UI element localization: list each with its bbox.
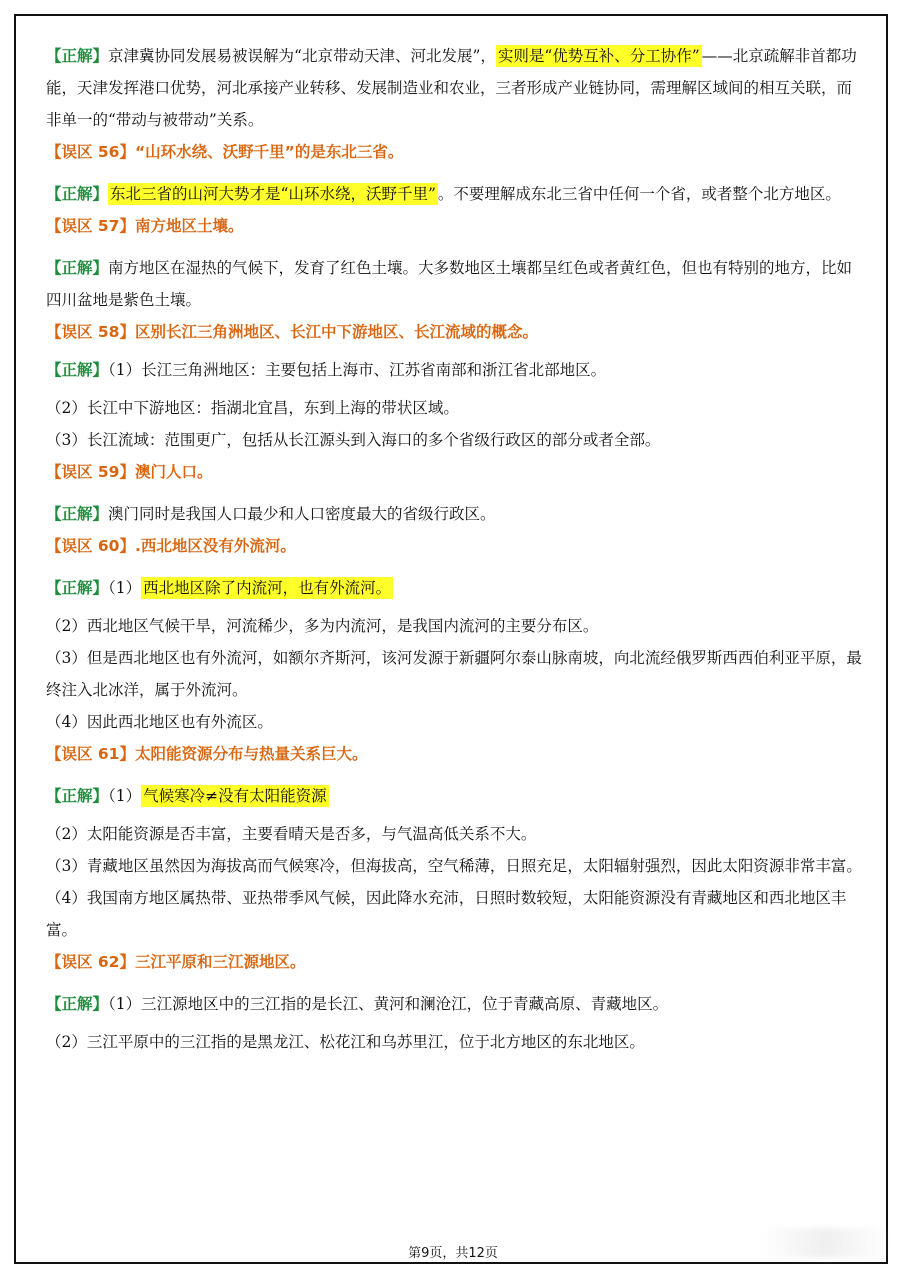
answer-61-1 xyxy=(46,780,866,812)
answer-60-2: （2）西北地区气候干旱，河流稀少，多为内流河，是我国内流河的主要分布区。 xyxy=(46,617,599,635)
misconception-title-59: 【误区 59】澳门人口。 xyxy=(46,463,213,481)
answer-text: 京津冀协同发展易被误解为“北京带动天津、河北发展”， xyxy=(108,47,496,65)
answer-60-3: （3）但是西北地区也有外流河，如额尔齐斯河，该河发源于新疆阿尔泰山脉南坡，向北流经俄罗斯西西伯利亚平原，最终注入北冰洋，属于外流河。 xyxy=(46,649,862,699)
answer-59 xyxy=(46,498,866,530)
highlighted-text: 东北三省的山河大势才是“山环水绕，沃野千里” xyxy=(110,185,436,203)
answer-label: 【正解】 xyxy=(46,361,109,379)
answer-text: （1）三江源地区中的三江指的是长江、黄河和澜沧江，位于青藏高原、青藏地区。 xyxy=(108,995,669,1013)
answer-60-1 xyxy=(46,572,866,604)
answer-text: （1）长江三角洲地区：主要包括上海市、江苏省南部和浙江省北部地区。 xyxy=(108,361,607,379)
answer-label: 【正解】 xyxy=(46,47,109,65)
answer-label: 【正解】 xyxy=(46,185,109,203)
answer-number: （1） xyxy=(108,787,142,805)
answer-57 xyxy=(46,252,866,316)
answer-label: 【正解】 xyxy=(46,259,109,277)
misconception-title-60: 【误区 60】.西北地区没有外流河。 xyxy=(46,537,296,555)
answer-58-2: （2）长江中下游地区：指湖北宜昌，东到上海的带状区域。 xyxy=(46,399,459,417)
answer-58-1 xyxy=(46,354,866,386)
answer-number: （1） xyxy=(108,579,142,597)
answer-61-4: （4）我国南方地区属热带、亚热带季风气候，因此降水充沛，日照时数较短，太阳能资源没有青藏地区和西北地区丰富。 xyxy=(46,889,847,939)
answer-58-3: （3）长江流域：范围更广，包括从长江源头到入海口的多个省级行政区的部分或者全部。 xyxy=(46,431,661,449)
highlighted-text: 实则是“优势互补、分工协作” xyxy=(497,47,700,65)
answer-text: ——北京疏解非首都功能，天津发挥港口优势，河北承接产业转移、发展制造业和农业，三者形成产业链协同，需理解区域间的相互关联，而非单一的“带动与被带动”关系。 xyxy=(46,47,857,129)
misconception-title-57: 【误区 57】南方地区土壤。 xyxy=(46,217,244,235)
highlighted-text: 西北地区除了内流河，也有外流河。 xyxy=(143,579,392,597)
answer-label: 【正解】 xyxy=(46,505,109,523)
misconception-title-61: 【误区 61】太阳能资源分布与热量关系巨大。 xyxy=(46,745,368,763)
answer-text: 。不要理解成东北三省中任何一个省，或者整个北方地区。 xyxy=(437,185,841,203)
answer-61-3: （3）青藏地区虽然因为海拔高而气候寒冷，但海拔高，空气稀薄，日照充足，太阳辐射强烈，因此太阳资源非常丰富。 xyxy=(46,857,862,875)
document-body xyxy=(46,40,866,1058)
answer-label: 【正解】 xyxy=(46,995,109,1013)
answer-text: 南方地区在湿热的气候下，发育了红色土壤。大多数地区土壤都呈红色或者黄红色，但也有特别的地方，比如四川盆地是紫色土壤。 xyxy=(46,259,853,309)
answer-text: 澳门同时是我国人口最少和人口密度最大的省级行政区。 xyxy=(108,505,496,523)
misconception-title-62: 【误区 62】三江平原和三江源地区。 xyxy=(46,953,306,971)
misconception-title-56: 【误区 56】“山环水绕、沃野千里”的是东北三省。 xyxy=(46,143,404,161)
answer-label: 【正解】 xyxy=(46,579,109,597)
answer-61-2: （2）太阳能资源是否丰富，主要看晴天是否多，与气温高低关系不大。 xyxy=(46,825,537,843)
highlighted-text: 气候寒冷≠没有太阳能资源 xyxy=(143,787,327,805)
answer-62-1 xyxy=(46,988,866,1020)
answer-55 xyxy=(46,40,866,136)
page-footer: 第9页，共12页 xyxy=(408,1246,498,1261)
answer-60-4: （4）因此西北地区也有外流区。 xyxy=(46,713,273,731)
answer-label: 【正解】 xyxy=(46,787,109,805)
answer-62-2: （2）三江平原中的三江指的是黑龙江、松花江和乌苏里江，位于北方地区的东北地区。 xyxy=(46,1033,645,1051)
misconception-title-58: 【误区 58】区别长江三角洲地区、长江中下游地区、长江流域的概念。 xyxy=(46,323,538,341)
answer-56 xyxy=(46,178,866,210)
